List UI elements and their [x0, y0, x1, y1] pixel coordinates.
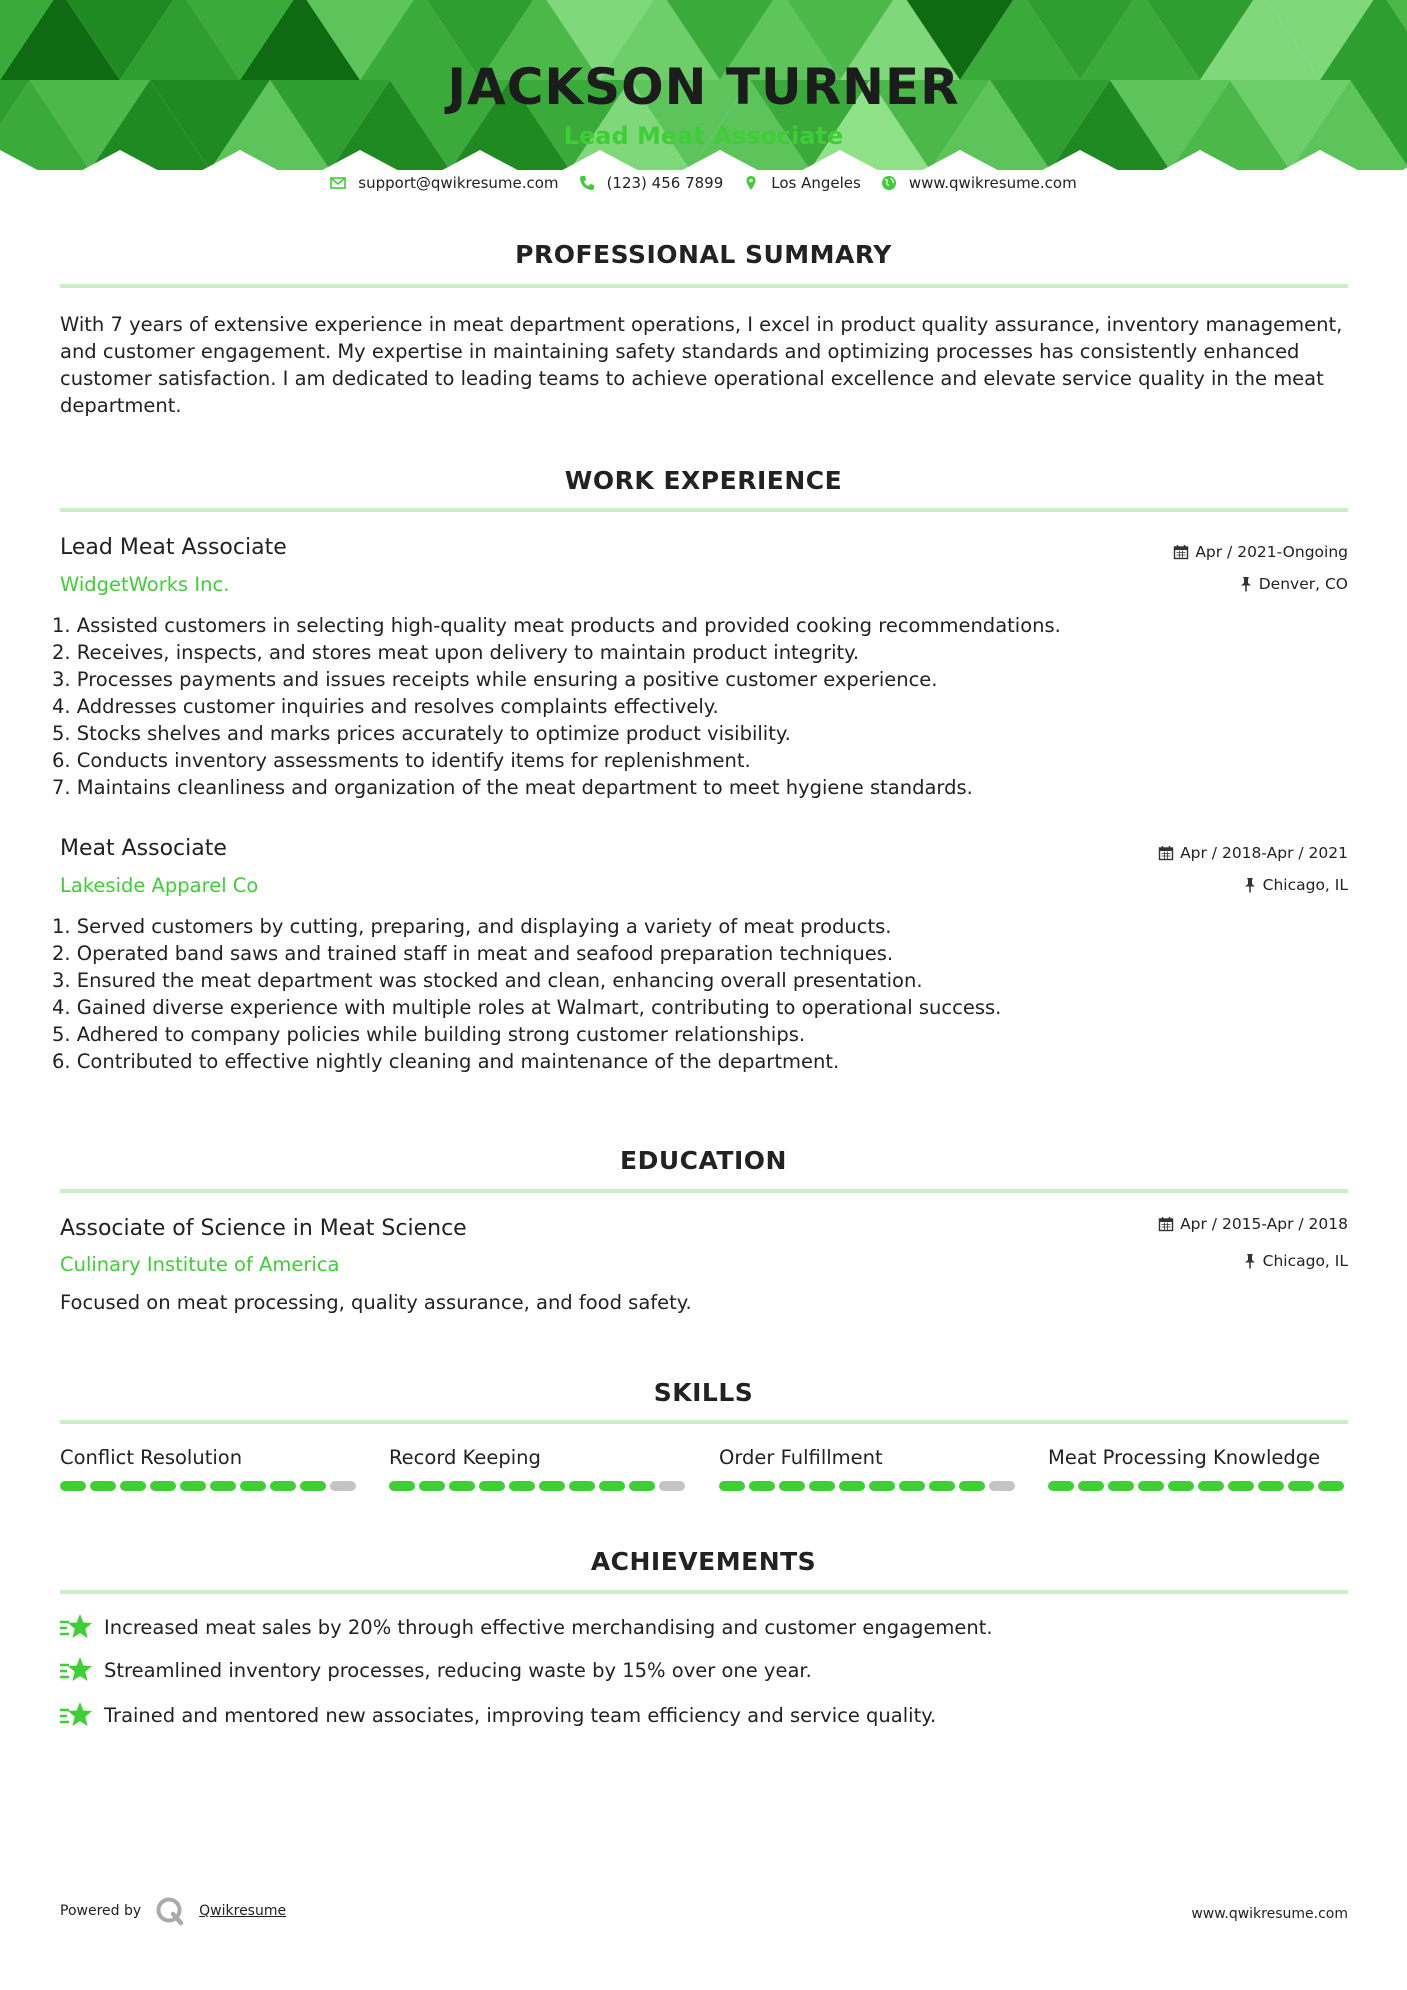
duty-item: 5. Stocks shelves and marks prices accurately to optimize product visibility. [52, 722, 791, 745]
skill-level-dot-filled [719, 1481, 745, 1491]
skill-name: Meat Processing Knowledge [1048, 1446, 1321, 1469]
summary-heading: PROFESSIONAL SUMMARY [515, 240, 892, 269]
location-text: Los Angeles [771, 174, 861, 192]
achievements-heading: ACHIEVEMENTS [590, 1547, 817, 1576]
star-icon [60, 1613, 92, 1641]
achievement-item [60, 1656, 812, 1684]
calendar-icon [1158, 845, 1174, 861]
duty-item: 2. Operated band saws and trained staff in meat and seafood preparation techniques. [52, 942, 894, 965]
education-description: Focused on meat processing, quality assurance, and food safety. [60, 1291, 692, 1314]
duty-item: 1. Served customers by cutting, preparing, and displaying a variety of meat products. [52, 915, 892, 938]
skill-level-dot-filled [479, 1481, 505, 1491]
header [0, 0, 1407, 200]
skill-item [719, 1446, 1019, 1491]
education-dates [1158, 1215, 1348, 1233]
powered-by-text: Powered by [60, 1903, 142, 1919]
pushpin-icon [1243, 1253, 1257, 1269]
experience-divider [60, 508, 1348, 512]
skill-level-dot-filled [749, 1481, 775, 1491]
pushpin-icon [1239, 576, 1253, 592]
candidate-role: Lead Meat Associate [563, 122, 844, 150]
duty-item: 7. Maintains cleanliness and organization of the meat department to meet hygiene standards. [52, 776, 973, 799]
summary-divider [60, 284, 1348, 288]
skills-heading: SKILLS [653, 1378, 754, 1407]
skill-level-bar [1048, 1481, 1348, 1491]
skill-level-dot-filled [869, 1481, 895, 1491]
skill-level-dot-filled [150, 1481, 176, 1491]
skill-level-dot-filled [270, 1481, 296, 1491]
skill-level-dot-filled [1108, 1481, 1134, 1491]
skill-level-dot-filled [180, 1481, 206, 1491]
skill-item [60, 1446, 360, 1491]
skill-level-dot-filled [1318, 1481, 1344, 1491]
education-degree: Associate of Science in Meat Science [60, 1216, 467, 1241]
contact-email[interactable] [330, 174, 558, 192]
duty-item: 4. Gained diverse experience with multiple roles at Walmart, contributing to operational success. [52, 996, 1002, 1019]
skill-item [1048, 1446, 1348, 1491]
skill-level-dot-filled [629, 1481, 655, 1491]
duty-item: 1. Assisted customers in selecting high-quality meat products and provided cooking recommendations. [52, 614, 1061, 637]
skill-level-dot-filled [1048, 1481, 1074, 1491]
education-school: Culinary Institute of America [60, 1253, 340, 1276]
skill-level-dot-filled [899, 1481, 925, 1491]
duty-item: 3. Ensured the meat department was stocked and clean, enhancing overall presentation. [52, 969, 923, 992]
skill-level-dot-filled [1198, 1481, 1224, 1491]
contact-bar [0, 174, 1407, 192]
job-dates-text: Apr / 2021-Ongoing [1195, 543, 1348, 561]
achievement-text: Trained and mentored new associates, improving team efficiency and service quality. [104, 1703, 937, 1727]
skill-level-dot-filled [1078, 1481, 1104, 1491]
skill-level-dot-filled [599, 1481, 625, 1491]
achievement-item [60, 1701, 936, 1729]
skill-level-dot-filled [90, 1481, 116, 1491]
contact-phone[interactable] [579, 174, 724, 192]
education-dates-text: Apr / 2015-Apr / 2018 [1180, 1215, 1348, 1233]
skill-level-dot-filled [929, 1481, 955, 1491]
skill-level-bar [389, 1481, 689, 1491]
skill-level-dot-filled [1288, 1481, 1314, 1491]
pushpin-icon [1243, 877, 1257, 893]
job-company: Lakeside Apparel Co [60, 874, 259, 897]
skill-level-dot-filled [60, 1481, 86, 1491]
skill-level-dot-empty [659, 1481, 685, 1491]
duty-item: 5. Adhered to company policies while building strong customer relationships. [52, 1023, 806, 1046]
star-icon [60, 1656, 92, 1684]
achievement-item [60, 1613, 993, 1641]
summary-text: With 7 years of extensive experience in meat department operations, I excel in product quality assurance, inventory management, and customer engagement. My expertise in maintaining safety standards and optimizing processes has consistently enhanced customer satisfaction. I am dedicated to leading teams to achieve operational excellence and elevate service quality in the meat department. [60, 313, 1343, 417]
footer-website[interactable]: www.qwikresume.com [1191, 1906, 1348, 1922]
skill-level-dot-filled [389, 1481, 415, 1491]
job-location-text: Chicago, IL [1262, 876, 1348, 894]
skill-name: Conflict Resolution [60, 1446, 243, 1469]
skill-level-dot-filled [1258, 1481, 1284, 1491]
duty-item: 4. Addresses customer inquiries and resolves complaints effectively. [52, 695, 719, 718]
job-title: Lead Meat Associate [60, 535, 287, 560]
education-heading: EDUCATION [620, 1146, 787, 1175]
job-duties-list [52, 913, 1352, 1075]
phone-text: (123) 456 7899 [606, 174, 724, 192]
job-location [1239, 575, 1348, 593]
skill-level-dot-filled [539, 1481, 565, 1491]
skill-level-dot-filled [240, 1481, 266, 1491]
skill-level-bar [60, 1481, 360, 1491]
contact-location [743, 174, 861, 192]
skill-level-dot-filled [210, 1481, 236, 1491]
brand-link[interactable]: Qwikresume [199, 1903, 287, 1919]
skill-name: Order Fulfillment [719, 1446, 883, 1469]
map-pin-icon [743, 175, 759, 191]
job-dates [1173, 543, 1348, 561]
qwikresume-logo-icon [155, 1896, 185, 1926]
website-text: www.qwikresume.com [908, 174, 1077, 192]
calendar-icon [1173, 544, 1189, 560]
job-duties-list [52, 612, 1352, 801]
job-location-text: Denver, CO [1258, 575, 1348, 593]
skill-level-dot-filled [1228, 1481, 1254, 1491]
skill-level-dot-filled [1168, 1481, 1194, 1491]
globe-icon [881, 175, 897, 191]
email-text: support@qwikresume.com [358, 174, 559, 192]
achievement-text: Increased meat sales by 20% through effective merchandising and customer engagement. [104, 1615, 993, 1639]
achievements-divider [60, 1590, 1348, 1594]
skill-name: Record Keeping [389, 1446, 541, 1469]
skill-level-dot-filled [779, 1481, 805, 1491]
duty-item: 6. Contributed to effective nightly cleaning and maintenance of the department. [52, 1050, 840, 1073]
skill-level-dot-filled [300, 1481, 326, 1491]
footer-powered-by [60, 1896, 286, 1926]
skill-level-bar [719, 1481, 1019, 1491]
education-divider [60, 1189, 1348, 1193]
duty-item: 3. Processes payments and issues receipts while ensuring a positive customer experience. [52, 668, 938, 691]
experience-heading: WORK EXPERIENCE [564, 466, 843, 495]
calendar-icon [1158, 1216, 1174, 1232]
phone-icon [579, 175, 595, 191]
skill-item [389, 1446, 689, 1491]
education-location [1243, 1252, 1348, 1270]
skills-divider [60, 1420, 1348, 1424]
contact-website[interactable] [881, 174, 1077, 192]
skill-level-dot-filled [839, 1481, 865, 1491]
job-dates-text: Apr / 2018-Apr / 2021 [1180, 844, 1348, 862]
skill-level-dot-empty [989, 1481, 1015, 1491]
job-dates [1158, 844, 1348, 862]
job-location [1243, 876, 1348, 894]
skill-level-dot-filled [120, 1481, 146, 1491]
job-title: Meat Associate [60, 836, 227, 861]
skill-level-dot-empty [330, 1481, 356, 1491]
candidate-name: JACKSON TURNER [447, 58, 960, 116]
skill-level-dot-filled [509, 1481, 535, 1491]
envelope-icon [330, 175, 346, 191]
star-icon [60, 1701, 92, 1729]
skill-level-dot-filled [959, 1481, 985, 1491]
skill-level-dot-filled [419, 1481, 445, 1491]
skill-level-dot-filled [809, 1481, 835, 1491]
skill-level-dot-filled [1138, 1481, 1164, 1491]
achievement-text: Streamlined inventory processes, reducing waste by 15% over one year. [104, 1658, 812, 1682]
job-company: WidgetWorks Inc. [60, 573, 230, 596]
duty-item: 6. Conducts inventory assessments to identify items for replenishment. [52, 749, 751, 772]
education-location-text: Chicago, IL [1262, 1252, 1348, 1270]
skill-level-dot-filled [569, 1481, 595, 1491]
skill-level-dot-filled [449, 1481, 475, 1491]
duty-item: 2. Receives, inspects, and stores meat upon delivery to maintain product integrity. [52, 641, 860, 664]
